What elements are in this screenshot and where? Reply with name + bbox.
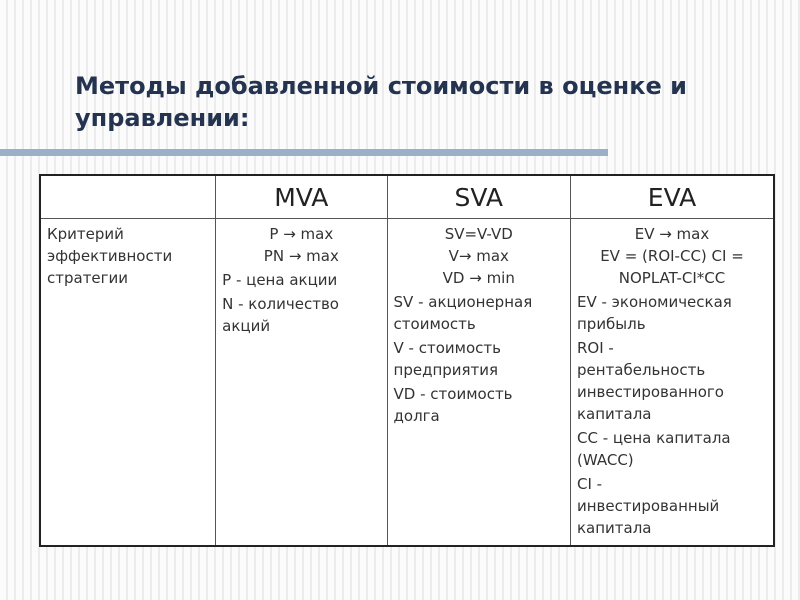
sva-line: SV=V-VD — [444, 225, 513, 243]
row-label-line: эффективности — [47, 247, 173, 265]
title-underline — [0, 149, 608, 156]
row-label-line: Критерий — [47, 225, 124, 243]
table-header-row — [40, 175, 774, 219]
sva-line: V→ max — [448, 247, 509, 265]
row-label-cell — [40, 219, 216, 547]
sva-line: V - стоимость — [393, 339, 501, 357]
eva-line: EV = (ROI-CC) CI = — [600, 247, 744, 265]
mva-line: PN → max — [263, 247, 339, 265]
eva-cell — [570, 219, 774, 547]
sva-line: VD → min — [442, 269, 515, 287]
sva-line: стоимость — [393, 315, 476, 333]
comparison-table — [39, 174, 775, 547]
eva-line: ROI - — [576, 339, 614, 357]
header-mva: MVA — [216, 175, 387, 219]
row-label-line: стратегии — [47, 269, 129, 287]
sva-line: долга — [393, 407, 440, 425]
slide-title-line-2: управлении: — [75, 104, 250, 132]
mva-line: P - цена акции — [222, 271, 338, 289]
slide-title-line-1: Методы добавленной стоимости в оценке и — [75, 72, 687, 100]
eva-line: инвестированного — [576, 383, 724, 401]
eva-line: инвестированный — [576, 497, 720, 515]
sva-line: VD - стоимость — [393, 385, 513, 403]
mva-line: N - количество — [222, 295, 339, 313]
sva-line: SV - акционерная — [393, 293, 533, 311]
eva-line: CC - цена капитала — [576, 429, 731, 447]
eva-line: рентабельность — [576, 361, 706, 379]
eva-line: капитала — [576, 519, 652, 537]
eva-line: (WACC) — [576, 451, 634, 469]
sva-line: предприятия — [393, 361, 499, 379]
eva-line: EV → max — [634, 225, 710, 243]
header-empty-cell — [40, 175, 216, 219]
eva-line: NOPLAT-CI*CC — [618, 269, 726, 287]
eva-line: EV - экономическая — [576, 293, 732, 311]
eva-line: капитала — [576, 405, 652, 423]
mva-cell — [216, 219, 387, 547]
header-sva: SVA — [387, 175, 570, 219]
mva-line: акций — [222, 317, 271, 335]
header-eva: EVA — [570, 175, 774, 219]
slide-title — [75, 70, 775, 134]
eva-line: прибыль — [576, 315, 646, 333]
mva-line: P → max — [269, 225, 334, 243]
eva-line: CI - — [576, 475, 603, 493]
table-row-criterion — [40, 219, 774, 547]
sva-cell — [387, 219, 570, 547]
